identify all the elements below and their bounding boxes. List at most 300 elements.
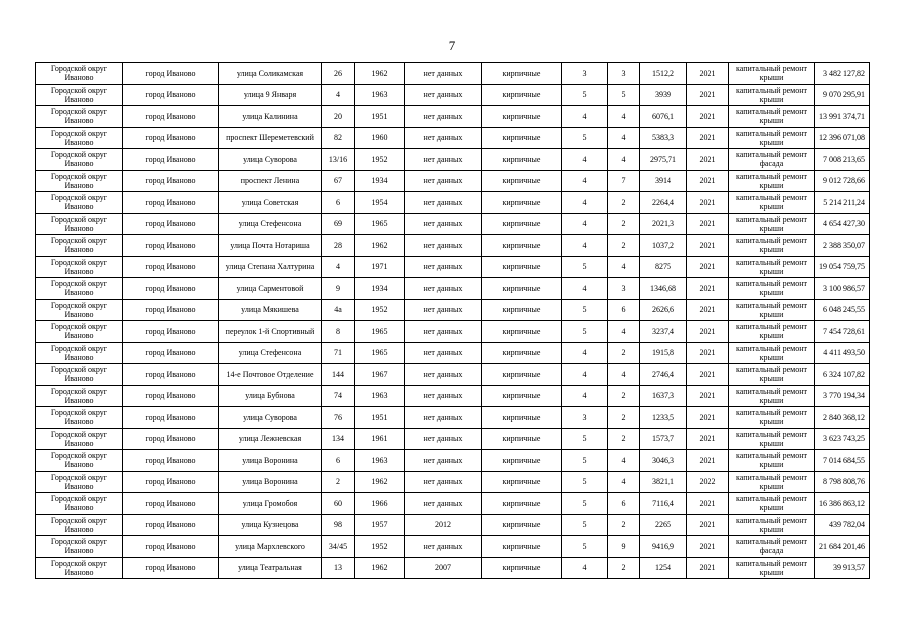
cell-house-number: 26	[322, 63, 355, 85]
cell-settlement: город Иваново	[123, 192, 219, 214]
cell-municipality: Городской округ Иваново	[36, 321, 123, 343]
cell-cost: 4 411 493,50	[815, 342, 870, 364]
cell-overhaul-year: нет данных	[405, 213, 482, 235]
cell-overhaul-year: нет данных	[405, 63, 482, 85]
cell-wall-material: кирпичные	[482, 192, 562, 214]
cell-wall-material: кирпичные	[482, 106, 562, 128]
cell-planned-year: 2021	[687, 450, 729, 472]
cell-build-year: 1960	[355, 127, 405, 149]
cell-cost: 7 454 728,61	[815, 321, 870, 343]
cell-house-number: 13	[322, 557, 355, 579]
cell-entrances: 2	[608, 514, 640, 536]
cell-floors: 3	[562, 63, 608, 85]
cell-build-year: 1962	[355, 471, 405, 493]
cell-build-year: 1957	[355, 514, 405, 536]
cell-planned-year: 2021	[687, 407, 729, 429]
cell-total-area: 2265	[640, 514, 687, 536]
cell-overhaul-year: нет данных	[405, 127, 482, 149]
cell-total-area: 8275	[640, 256, 687, 278]
cell-municipality: Городской округ Иваново	[36, 342, 123, 364]
cell-cost: 7 014 684,55	[815, 450, 870, 472]
cell-floors: 5	[562, 127, 608, 149]
cell-work-type: капитальный ремонт крыши	[729, 471, 815, 493]
cell-build-year: 1965	[355, 213, 405, 235]
cell-entrances: 4	[608, 106, 640, 128]
cell-work-type: капитальный ремонт крыши	[729, 213, 815, 235]
cell-settlement: город Иваново	[123, 84, 219, 106]
cell-entrances: 2	[608, 235, 640, 257]
cell-settlement: город Иваново	[123, 428, 219, 450]
cell-overhaul-year: нет данных	[405, 321, 482, 343]
cell-overhaul-year: нет данных	[405, 342, 482, 364]
cell-municipality: Городской округ Иваново	[36, 106, 123, 128]
cell-planned-year: 2021	[687, 364, 729, 386]
cell-overhaul-year: нет данных	[405, 428, 482, 450]
cell-street: улица 9 Января	[219, 84, 322, 106]
cell-street: переулок 1-й Спортивный	[219, 321, 322, 343]
cell-street: улица Театральная	[219, 557, 322, 579]
cell-municipality: Городской округ Иваново	[36, 450, 123, 472]
cell-settlement: город Иваново	[123, 536, 219, 558]
cell-wall-material: кирпичные	[482, 299, 562, 321]
cell-entrances: 7	[608, 170, 640, 192]
cell-overhaul-year: нет данных	[405, 149, 482, 171]
cell-floors: 4	[562, 364, 608, 386]
cell-cost: 21 684 201,46	[815, 536, 870, 558]
cell-overhaul-year: 2007	[405, 557, 482, 579]
table-row	[36, 471, 870, 493]
cell-work-type: капитальный ремонт крыши	[729, 299, 815, 321]
cell-entrances: 4	[608, 364, 640, 386]
cell-work-type: капитальный ремонт крыши	[729, 364, 815, 386]
cell-wall-material: кирпичные	[482, 514, 562, 536]
cell-municipality: Городской округ Иваново	[36, 235, 123, 257]
cell-total-area: 1254	[640, 557, 687, 579]
cell-entrances: 4	[608, 256, 640, 278]
cell-planned-year: 2021	[687, 106, 729, 128]
cell-wall-material: кирпичные	[482, 63, 562, 85]
cell-total-area: 1037,2	[640, 235, 687, 257]
cell-cost: 3 100 986,57	[815, 278, 870, 300]
table-row	[36, 256, 870, 278]
cell-street: улица Калинина	[219, 106, 322, 128]
cell-work-type: капитальный ремонт крыши	[729, 84, 815, 106]
cell-cost: 12 396 071,08	[815, 127, 870, 149]
cell-planned-year: 2021	[687, 149, 729, 171]
cell-street: улица Стефенсона	[219, 213, 322, 235]
cell-cost: 3 770 194,34	[815, 385, 870, 407]
cell-settlement: город Иваново	[123, 149, 219, 171]
cell-floors: 4	[562, 170, 608, 192]
cell-planned-year: 2021	[687, 170, 729, 192]
cell-overhaul-year: нет данных	[405, 493, 482, 515]
cell-planned-year: 2022	[687, 471, 729, 493]
cell-planned-year: 2021	[687, 342, 729, 364]
cell-build-year: 1965	[355, 321, 405, 343]
cell-planned-year: 2021	[687, 63, 729, 85]
table-row	[36, 514, 870, 536]
cell-total-area: 1346,68	[640, 278, 687, 300]
cell-floors: 4	[562, 385, 608, 407]
cell-cost: 19 054 759,75	[815, 256, 870, 278]
cell-overhaul-year: нет данных	[405, 84, 482, 106]
cell-entrances: 3	[608, 278, 640, 300]
table-row	[36, 364, 870, 386]
cell-settlement: город Иваново	[123, 278, 219, 300]
cell-entrances: 2	[608, 385, 640, 407]
cell-work-type: капитальный ремонт крыши	[729, 557, 815, 579]
cell-total-area: 3914	[640, 170, 687, 192]
cell-floors: 5	[562, 428, 608, 450]
cell-cost: 4 654 427,30	[815, 213, 870, 235]
cell-house-number: 69	[322, 213, 355, 235]
cell-entrances: 4	[608, 127, 640, 149]
cell-build-year: 1954	[355, 192, 405, 214]
cell-entrances: 4	[608, 149, 640, 171]
cell-build-year: 1962	[355, 235, 405, 257]
cell-street: улица Воронина	[219, 471, 322, 493]
cell-entrances: 2	[608, 213, 640, 235]
cell-work-type: капитальный ремонт крыши	[729, 170, 815, 192]
cell-house-number: 6	[322, 192, 355, 214]
cell-total-area: 1233,5	[640, 407, 687, 429]
cell-work-type: капитальный ремонт крыши	[729, 63, 815, 85]
cell-municipality: Городской округ Иваново	[36, 127, 123, 149]
cell-planned-year: 2021	[687, 256, 729, 278]
cell-settlement: город Иваново	[123, 127, 219, 149]
table-row	[36, 493, 870, 515]
table-row	[36, 536, 870, 558]
cell-work-type: капитальный ремонт крыши	[729, 256, 815, 278]
cell-settlement: город Иваново	[123, 170, 219, 192]
cell-settlement: город Иваново	[123, 213, 219, 235]
cell-overhaul-year: нет данных	[405, 450, 482, 472]
cell-build-year: 1951	[355, 407, 405, 429]
cell-settlement: город Иваново	[123, 450, 219, 472]
cell-overhaul-year: нет данных	[405, 278, 482, 300]
cell-build-year: 1934	[355, 170, 405, 192]
cell-build-year: 1952	[355, 149, 405, 171]
cell-house-number: 6	[322, 450, 355, 472]
cell-house-number: 2	[322, 471, 355, 493]
cell-settlement: город Иваново	[123, 63, 219, 85]
cell-overhaul-year: нет данных	[405, 471, 482, 493]
table-row	[36, 127, 870, 149]
cell-cost: 2 840 368,12	[815, 407, 870, 429]
cell-work-type: капитальный ремонт крыши	[729, 278, 815, 300]
cell-planned-year: 2021	[687, 84, 729, 106]
cell-cost: 6 324 107,82	[815, 364, 870, 386]
cell-settlement: город Иваново	[123, 557, 219, 579]
cell-cost: 16 386 863,12	[815, 493, 870, 515]
cell-total-area: 3237,4	[640, 321, 687, 343]
table-row	[36, 235, 870, 257]
table-body	[36, 63, 870, 579]
cell-municipality: Городской округ Иваново	[36, 493, 123, 515]
cell-settlement: город Иваново	[123, 385, 219, 407]
cell-wall-material: кирпичные	[482, 127, 562, 149]
cell-wall-material: кирпичные	[482, 536, 562, 558]
cell-entrances: 6	[608, 493, 640, 515]
cell-overhaul-year: нет данных	[405, 299, 482, 321]
table-row	[36, 106, 870, 128]
cell-street: улица Соликамская	[219, 63, 322, 85]
cell-build-year: 1963	[355, 84, 405, 106]
cell-municipality: Городской округ Иваново	[36, 256, 123, 278]
cell-work-type: капитальный ремонт фасада	[729, 149, 815, 171]
cell-wall-material: кирпичные	[482, 557, 562, 579]
cell-house-number: 71	[322, 342, 355, 364]
cell-cost: 6 048 245,55	[815, 299, 870, 321]
cell-municipality: Городской округ Иваново	[36, 428, 123, 450]
cell-municipality: Городской округ Иваново	[36, 213, 123, 235]
cell-total-area: 1573,7	[640, 428, 687, 450]
cell-overhaul-year: нет данных	[405, 407, 482, 429]
cell-planned-year: 2021	[687, 235, 729, 257]
cell-floors: 4	[562, 342, 608, 364]
cell-street: улица Воронина	[219, 450, 322, 472]
cell-floors: 5	[562, 471, 608, 493]
cell-street: улица Степана Халтурина	[219, 256, 322, 278]
cell-house-number: 60	[322, 493, 355, 515]
cell-work-type: капитальный ремонт крыши	[729, 407, 815, 429]
cell-wall-material: кирпичные	[482, 385, 562, 407]
cell-wall-material: кирпичные	[482, 364, 562, 386]
cell-planned-year: 2021	[687, 493, 729, 515]
cell-build-year: 1934	[355, 278, 405, 300]
cell-house-number: 34/45	[322, 536, 355, 558]
cell-wall-material: кирпичные	[482, 170, 562, 192]
cell-street: улица Почта Нотариша	[219, 235, 322, 257]
cell-wall-material: кирпичные	[482, 321, 562, 343]
cell-floors: 4	[562, 557, 608, 579]
cell-entrances: 2	[608, 428, 640, 450]
cell-total-area: 2264,4	[640, 192, 687, 214]
cell-floors: 5	[562, 514, 608, 536]
cell-street: улица Советская	[219, 192, 322, 214]
cell-house-number: 67	[322, 170, 355, 192]
cell-planned-year: 2021	[687, 514, 729, 536]
cell-street: улица Мархлевского	[219, 536, 322, 558]
cell-wall-material: кирпичные	[482, 342, 562, 364]
cell-municipality: Городской округ Иваново	[36, 471, 123, 493]
cell-total-area: 1915,8	[640, 342, 687, 364]
cell-wall-material: кирпичные	[482, 149, 562, 171]
cell-municipality: Городской округ Иваново	[36, 63, 123, 85]
cell-settlement: город Иваново	[123, 514, 219, 536]
cell-house-number: 4	[322, 256, 355, 278]
table-row	[36, 63, 870, 85]
cell-total-area: 7116,4	[640, 493, 687, 515]
cell-house-number: 134	[322, 428, 355, 450]
cell-build-year: 1965	[355, 342, 405, 364]
cell-municipality: Городской округ Иваново	[36, 514, 123, 536]
cell-entrances: 2	[608, 407, 640, 429]
cell-cost: 8 798 808,76	[815, 471, 870, 493]
cell-work-type: капитальный ремонт крыши	[729, 321, 815, 343]
cell-cost: 439 782,04	[815, 514, 870, 536]
table-row	[36, 84, 870, 106]
table-row	[36, 385, 870, 407]
cell-planned-year: 2021	[687, 557, 729, 579]
cell-work-type: капитальный ремонт крыши	[729, 192, 815, 214]
cell-overhaul-year: 2012	[405, 514, 482, 536]
cell-wall-material: кирпичные	[482, 235, 562, 257]
cell-house-number: 144	[322, 364, 355, 386]
table-row	[36, 321, 870, 343]
cell-municipality: Городской округ Иваново	[36, 192, 123, 214]
cell-street: улица Мякишева	[219, 299, 322, 321]
cell-cost: 5 214 211,24	[815, 192, 870, 214]
cell-municipality: Городской округ Иваново	[36, 84, 123, 106]
cell-overhaul-year: нет данных	[405, 170, 482, 192]
table-row	[36, 213, 870, 235]
cell-total-area: 1637,3	[640, 385, 687, 407]
cell-entrances: 9	[608, 536, 640, 558]
cell-cost: 7 008 213,65	[815, 149, 870, 171]
cell-wall-material: кирпичные	[482, 213, 562, 235]
cell-wall-material: кирпичные	[482, 278, 562, 300]
cell-overhaul-year: нет данных	[405, 192, 482, 214]
cell-street: улица Кузнецова	[219, 514, 322, 536]
cell-house-number: 28	[322, 235, 355, 257]
cell-house-number: 82	[322, 127, 355, 149]
cell-entrances: 2	[608, 342, 640, 364]
cell-total-area: 9416,9	[640, 536, 687, 558]
cell-planned-year: 2021	[687, 192, 729, 214]
cell-entrances: 4	[608, 471, 640, 493]
cell-floors: 4	[562, 235, 608, 257]
cell-cost: 2 388 350,07	[815, 235, 870, 257]
cell-wall-material: кирпичные	[482, 471, 562, 493]
cell-work-type: капитальный ремонт крыши	[729, 235, 815, 257]
cell-settlement: город Иваново	[123, 407, 219, 429]
cell-total-area: 2975,71	[640, 149, 687, 171]
cell-work-type: капитальный ремонт крыши	[729, 493, 815, 515]
cell-street: улица Сарментовой	[219, 278, 322, 300]
cell-street: проспект Ленина	[219, 170, 322, 192]
cell-floors: 4	[562, 106, 608, 128]
cell-work-type: капитальный ремонт крыши	[729, 127, 815, 149]
cell-house-number: 4а	[322, 299, 355, 321]
cell-overhaul-year: нет данных	[405, 256, 482, 278]
cell-floors: 5	[562, 299, 608, 321]
cell-build-year: 1971	[355, 256, 405, 278]
cell-entrances: 3	[608, 63, 640, 85]
cell-municipality: Городской округ Иваново	[36, 278, 123, 300]
cell-work-type: капитальный ремонт крыши	[729, 428, 815, 450]
cell-floors: 3	[562, 407, 608, 429]
cell-overhaul-year: нет данных	[405, 106, 482, 128]
cell-work-type: капитальный ремонт крыши	[729, 342, 815, 364]
cell-overhaul-year: нет данных	[405, 536, 482, 558]
cell-municipality: Городской округ Иваново	[36, 557, 123, 579]
cell-street: улица Бубнова	[219, 385, 322, 407]
cell-settlement: город Иваново	[123, 235, 219, 257]
cell-total-area: 3046,3	[640, 450, 687, 472]
cell-build-year: 1963	[355, 450, 405, 472]
cell-house-number: 8	[322, 321, 355, 343]
cell-planned-year: 2021	[687, 299, 729, 321]
table-row	[36, 170, 870, 192]
cell-floors: 5	[562, 493, 608, 515]
cell-house-number: 98	[322, 514, 355, 536]
cell-build-year: 1967	[355, 364, 405, 386]
cell-floors: 5	[562, 84, 608, 106]
cell-street: улица Стефенсона	[219, 342, 322, 364]
cell-street: улица Суворова	[219, 407, 322, 429]
cell-municipality: Городской округ Иваново	[36, 149, 123, 171]
cell-cost: 9 070 295,91	[815, 84, 870, 106]
cell-settlement: город Иваново	[123, 364, 219, 386]
cell-settlement: город Иваново	[123, 342, 219, 364]
repair-register-table	[35, 62, 870, 579]
cell-build-year: 1966	[355, 493, 405, 515]
cell-cost: 3 623 743,25	[815, 428, 870, 450]
table-row	[36, 278, 870, 300]
cell-settlement: город Иваново	[123, 321, 219, 343]
table-row	[36, 428, 870, 450]
cell-municipality: Городской округ Иваново	[36, 364, 123, 386]
cell-settlement: город Иваново	[123, 471, 219, 493]
cell-planned-year: 2021	[687, 385, 729, 407]
cell-total-area: 2746,4	[640, 364, 687, 386]
cell-entrances: 6	[608, 299, 640, 321]
cell-build-year: 1962	[355, 557, 405, 579]
cell-work-type: капитальный ремонт фасада	[729, 536, 815, 558]
cell-build-year: 1952	[355, 536, 405, 558]
cell-floors: 5	[562, 321, 608, 343]
cell-settlement: город Иваново	[123, 106, 219, 128]
cell-floors: 4	[562, 192, 608, 214]
cell-street: улица Лежневская	[219, 428, 322, 450]
cell-work-type: капитальный ремонт крыши	[729, 450, 815, 472]
cell-municipality: Городской округ Иваново	[36, 299, 123, 321]
cell-house-number: 20	[322, 106, 355, 128]
cell-wall-material: кирпичные	[482, 428, 562, 450]
cell-work-type: капитальный ремонт крыши	[729, 514, 815, 536]
cell-build-year: 1951	[355, 106, 405, 128]
cell-house-number: 9	[322, 278, 355, 300]
cell-overhaul-year: нет данных	[405, 385, 482, 407]
cell-planned-year: 2021	[687, 536, 729, 558]
cell-entrances: 5	[608, 84, 640, 106]
cell-total-area: 2021,3	[640, 213, 687, 235]
cell-settlement: город Иваново	[123, 299, 219, 321]
cell-entrances: 4	[608, 321, 640, 343]
cell-work-type: капитальный ремонт крыши	[729, 106, 815, 128]
cell-build-year: 1961	[355, 428, 405, 450]
cell-street: улица Суворова	[219, 149, 322, 171]
cell-total-area: 3821,1	[640, 471, 687, 493]
table-row	[36, 149, 870, 171]
cell-total-area: 3939	[640, 84, 687, 106]
cell-total-area: 5383,3	[640, 127, 687, 149]
cell-floors: 4	[562, 213, 608, 235]
cell-entrances: 2	[608, 192, 640, 214]
cell-planned-year: 2021	[687, 213, 729, 235]
table-row	[36, 192, 870, 214]
cell-wall-material: кирпичные	[482, 493, 562, 515]
cell-planned-year: 2021	[687, 127, 729, 149]
page-number: 7	[448, 38, 456, 53]
table-row	[36, 342, 870, 364]
cell-floors: 5	[562, 536, 608, 558]
cell-build-year: 1962	[355, 63, 405, 85]
cell-floors: 5	[562, 256, 608, 278]
cell-cost: 39 913,57	[815, 557, 870, 579]
cell-street: проспект Шереметевский	[219, 127, 322, 149]
